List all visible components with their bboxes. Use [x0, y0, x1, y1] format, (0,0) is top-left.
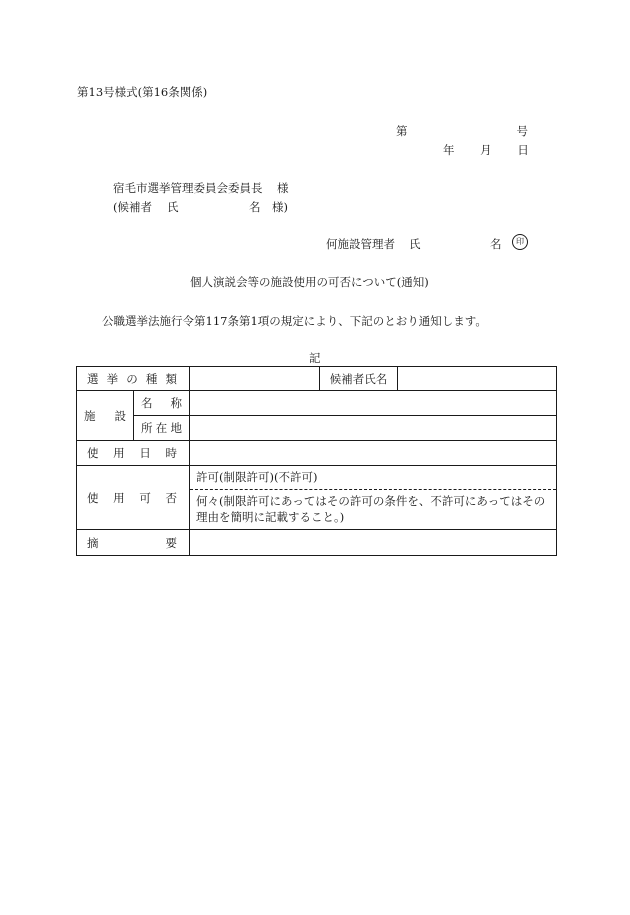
- candidate-open: (候補者: [113, 200, 152, 214]
- issuer-shi: 氏: [409, 237, 421, 251]
- form-number: 第13号様式(第16条関係): [77, 85, 208, 99]
- summary-label: 摘要: [77, 530, 190, 556]
- usage-permission-options[interactable]: 許可(制限許可)(不許可): [190, 466, 556, 490]
- candidate-name-cell[interactable]: [398, 367, 557, 391]
- usage-permission-note[interactable]: 何々(制限許可にあってはその許可の条件を、不許可にあってはその理由を簡明に記載すること。): [196, 494, 546, 524]
- addressee-title: 宿毛市選挙管理委員会委員長: [113, 181, 263, 195]
- election-type-label: 選挙の種類: [77, 367, 190, 391]
- records-table: [76, 366, 557, 556]
- table-row: [77, 416, 557, 441]
- candidate-shi: 氏: [167, 200, 179, 214]
- usage-permission-label: 使用可否: [77, 466, 190, 530]
- table-row: [77, 391, 557, 416]
- issuer-title: 何施設管理者: [326, 237, 395, 251]
- facility-name-cell[interactable]: [190, 391, 557, 416]
- facility-location-label: 所在地: [134, 416, 190, 441]
- ki-heading: 記: [309, 351, 321, 365]
- table-row: [77, 530, 557, 556]
- seal-icon: 印: [512, 234, 528, 250]
- date-day: 日: [517, 143, 529, 157]
- facility-location-cell[interactable]: [190, 416, 557, 441]
- table-row: [77, 466, 557, 530]
- issuer-mei: 名: [490, 237, 502, 251]
- facility-name-label: 名称: [134, 391, 190, 416]
- facility-label: 施設: [77, 391, 134, 441]
- table-row: [77, 441, 557, 466]
- number-go: 号: [516, 124, 528, 138]
- date-line: [443, 142, 529, 158]
- body-text: 公職選挙法施行令第117条第1項の規定により、下記のとおり通知します。: [102, 314, 487, 328]
- usage-permission-cell: [190, 466, 557, 530]
- date-year: 年: [443, 143, 455, 157]
- number-dai: 第: [396, 124, 408, 138]
- election-type-cell[interactable]: [190, 367, 320, 391]
- document-title: 個人演説会等の施設使用の可否について(通知): [190, 275, 429, 289]
- candidate-sama-close: 様): [272, 200, 288, 214]
- usage-datetime-cell[interactable]: [190, 441, 557, 466]
- summary-cell[interactable]: [190, 530, 557, 556]
- table-row: [77, 367, 557, 391]
- candidate-mei: 名: [249, 200, 261, 214]
- date-month: 月: [480, 143, 492, 157]
- usage-datetime-label: 使用日時: [77, 441, 190, 466]
- addressee-sama: 様: [277, 181, 289, 195]
- candidate-name-label: 候補者氏名: [320, 367, 398, 391]
